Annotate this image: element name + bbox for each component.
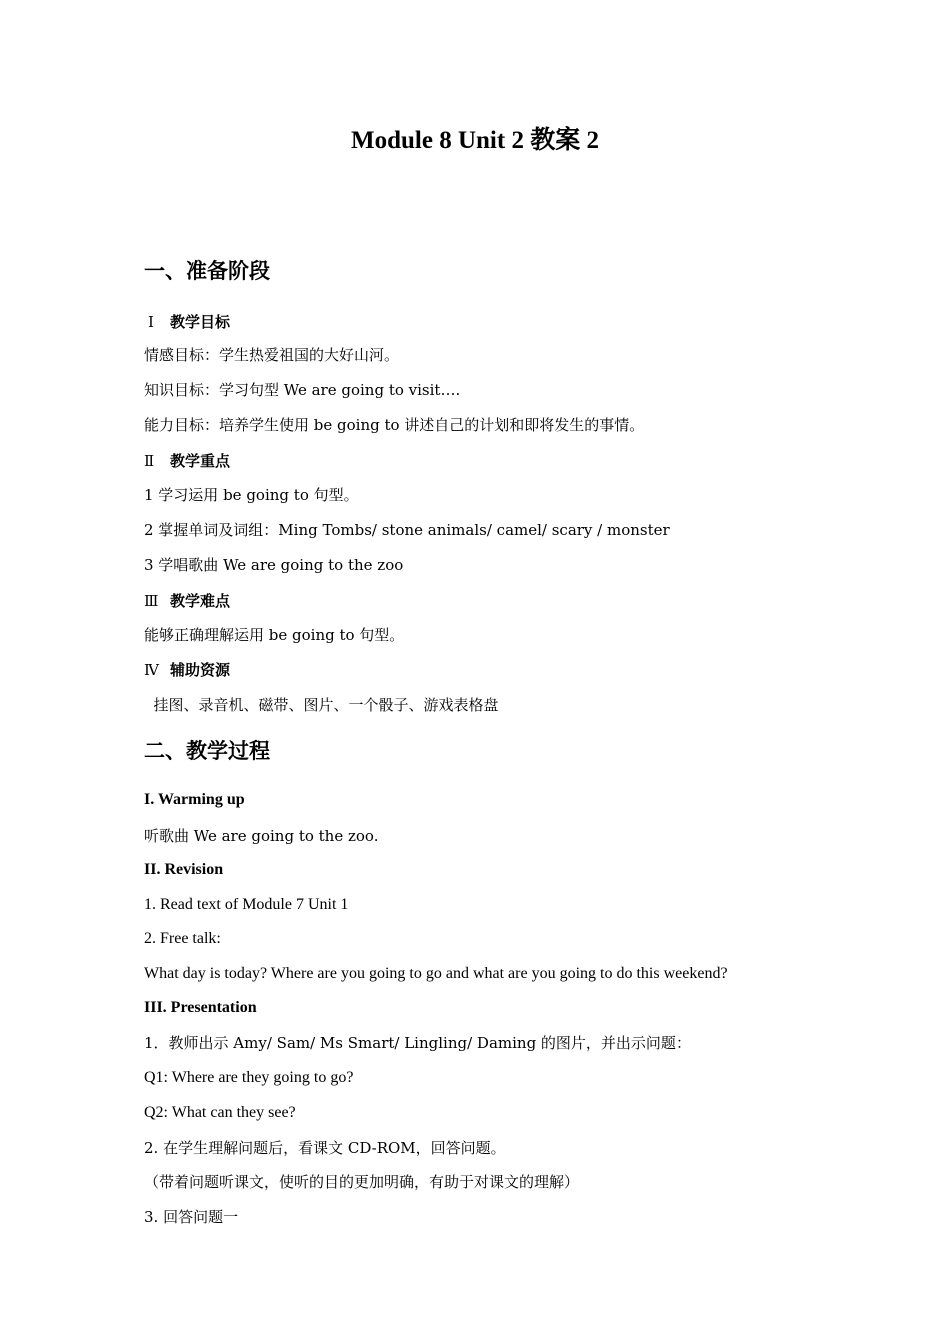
roman-numeral: Ⅳ bbox=[144, 661, 159, 679]
objective-line-knowledge: 知识目标：学习句型 We are going to visit…. bbox=[144, 381, 461, 399]
key-point-line-3: 3 学唱歌曲 We are going to the zoo bbox=[144, 556, 404, 574]
subsection-heading-key-points bbox=[144, 451, 230, 471]
revision-line-2: 2. Free talk: bbox=[144, 930, 221, 947]
part-heading-warming-up: I. Warming up bbox=[144, 791, 245, 808]
subsection-label: 辅助资源 bbox=[170, 661, 231, 679]
subsection-label: 教学目标 bbox=[170, 313, 231, 331]
subsection-heading-difficulties bbox=[144, 591, 230, 611]
document-title: Module 8 Unit 2 教案 2 bbox=[351, 127, 599, 154]
subsection-label: 教学重点 bbox=[170, 452, 231, 470]
roman-numeral: Ⅲ bbox=[144, 592, 159, 610]
subsection-heading-resources bbox=[144, 660, 230, 680]
presentation-line-1: 1．教师出示 Amy/ Sam/ Ms Smart/ Lingling/ Daming 的图片，并出示问题： bbox=[144, 1034, 691, 1052]
key-point-line-2: 2 掌握单词及词组：Ming Tombs/ stone animals/ camel/ scary / monster bbox=[144, 521, 670, 539]
difficulty-line-1: 能够正确理解运用 be going to 句型。 bbox=[144, 626, 405, 644]
revision-line-3: What day is today? Where are you going to go and what are you going to do this weekend? bbox=[144, 965, 728, 982]
section-heading-preparation: 一、准备阶段 bbox=[144, 259, 270, 283]
revision-line-1: 1. Read text of Module 7 Unit 1 bbox=[144, 896, 349, 913]
presentation-line-2: 2. 在学生理解问题后，看课文 CD-ROM，回答问题。 bbox=[144, 1139, 506, 1157]
warming-up-line-1: 听歌曲 We are going to the zoo. bbox=[144, 827, 379, 845]
subsection-heading-objectives bbox=[144, 312, 230, 332]
presentation-line-note: （带着问题听课文，使听的目的更加明确，有助于对课文的理解） bbox=[144, 1173, 580, 1191]
section-heading-teaching-process: 二、教学过程 bbox=[144, 739, 270, 763]
presentation-line-q2: Q2: What can they see? bbox=[144, 1104, 296, 1121]
key-point-line-1: 1 学习运用 be going to 句型。 bbox=[144, 486, 359, 504]
presentation-line-q1: Q1: Where are they going to go? bbox=[144, 1069, 354, 1086]
subsection-label: 教学难点 bbox=[170, 592, 231, 610]
part-heading-revision: II. Revision bbox=[144, 861, 224, 878]
resources-line: 挂图、录音机、磁带、图片、一个骰子、游戏表格盘 bbox=[144, 696, 499, 714]
objective-line-ability: 能力目标：培养学生使用 be going to 讲述自己的计划和即将发生的事情。 bbox=[144, 416, 645, 434]
objective-line-emotional: 情感目标：学生热爱祖国的大好山河。 bbox=[144, 346, 400, 364]
part-heading-presentation: III. Presentation bbox=[144, 999, 257, 1016]
roman-numeral: Ⅰ bbox=[148, 313, 154, 331]
roman-numeral: Ⅱ bbox=[144, 452, 155, 470]
presentation-line-3: 3. 回答问题一 bbox=[144, 1208, 239, 1226]
